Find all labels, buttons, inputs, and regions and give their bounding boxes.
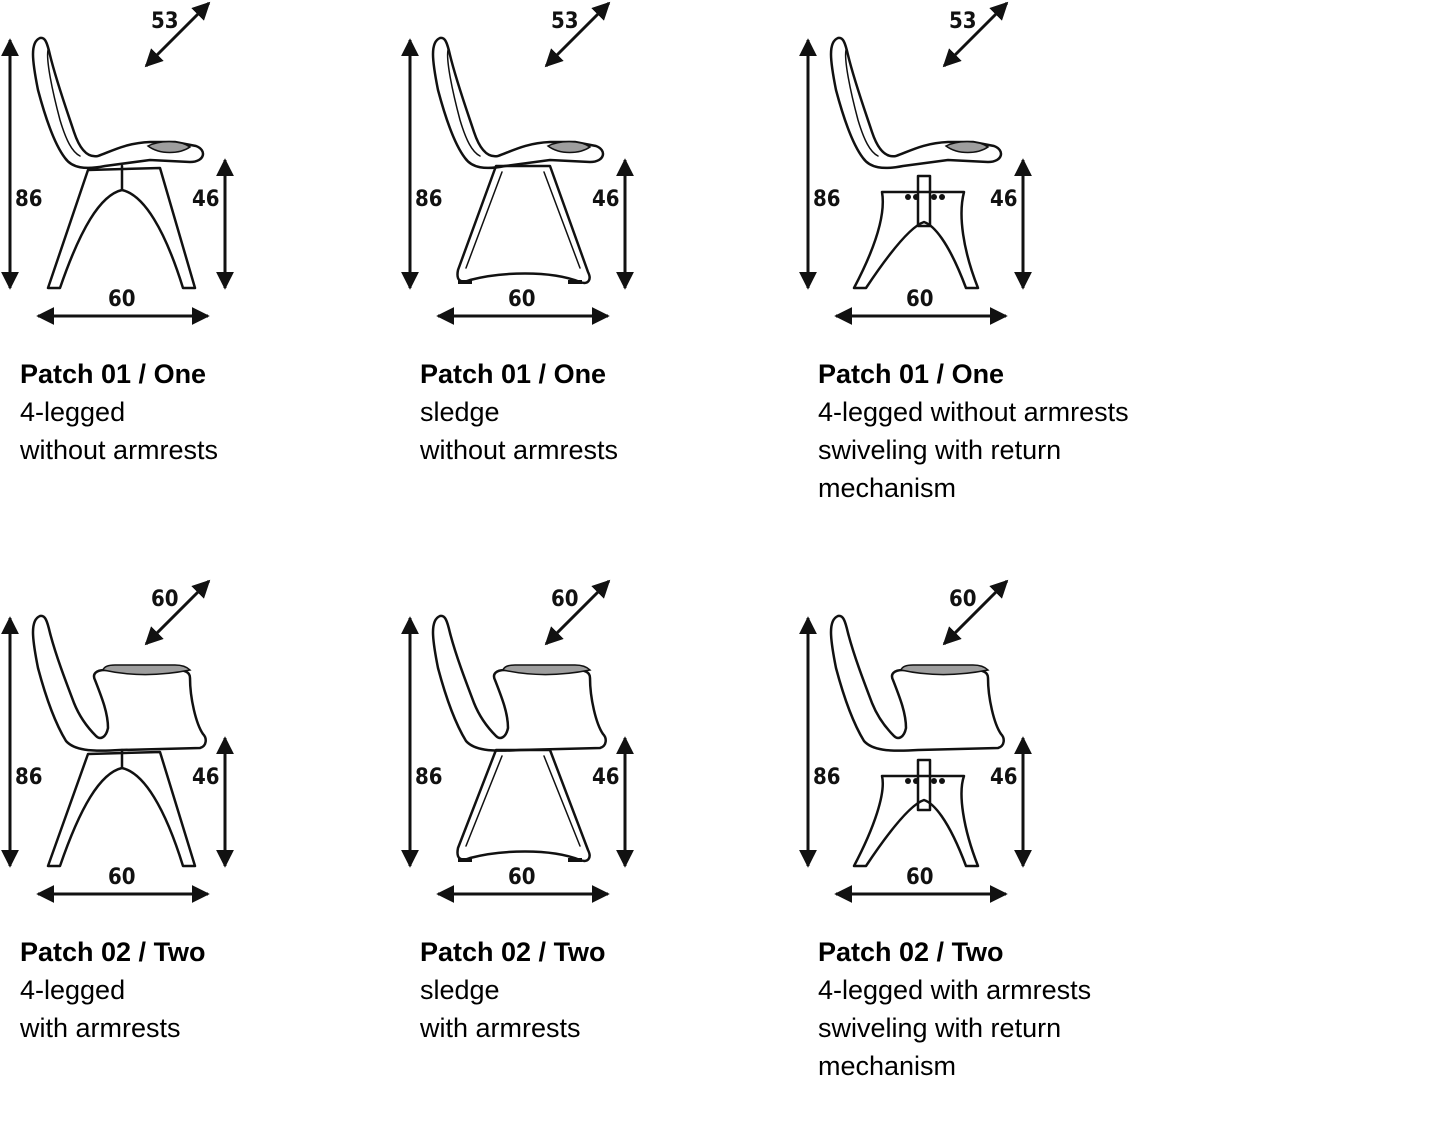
chair-outline — [433, 38, 603, 283]
variant-caption — [420, 933, 800, 1047]
height-label: 86 — [15, 765, 43, 790]
chair-variant-2 — [400, 0, 800, 545]
chair-drawing — [0, 0, 400, 340]
seat-height-label: 46 — [592, 765, 620, 790]
chair-outline — [433, 616, 606, 861]
chair-drawing — [400, 578, 800, 918]
seat-cushion — [548, 142, 590, 153]
sledge-base — [458, 750, 590, 861]
chair-drawing — [798, 0, 1198, 340]
variant-title: Patch 01 / One — [420, 359, 607, 389]
swivel-bolt — [931, 778, 937, 784]
seat-height-label: 46 — [192, 765, 220, 790]
height-label: 86 — [813, 765, 841, 790]
variant-caption — [20, 933, 400, 1047]
variant-description-line: 4-legged — [20, 397, 126, 427]
swivel-bolt — [905, 194, 911, 200]
variant-description-line: without armrests — [20, 435, 219, 465]
chair-outline — [33, 616, 206, 866]
variant-description-line: swiveling with return — [818, 1013, 1062, 1043]
seat-height-label: 46 — [990, 765, 1018, 790]
seat-height-label: 46 — [192, 187, 220, 212]
variant-title: Patch 02 / Two — [818, 937, 1004, 967]
seat-height-label: 46 — [990, 187, 1018, 212]
variant-description-line: with armrests — [20, 1013, 181, 1043]
swivel-bolt — [913, 194, 919, 200]
width-label: 60 — [508, 287, 536, 312]
variant-description-line: without armrests — [420, 435, 619, 465]
chair-shell — [33, 616, 206, 751]
depth-label: 60 — [551, 587, 579, 612]
chair-variant-4 — [0, 578, 400, 1123]
height-label: 86 — [813, 187, 841, 212]
seat-cushion — [148, 142, 190, 153]
variant-description-line: sledge — [420, 975, 500, 1005]
depth-label: 60 — [151, 587, 179, 612]
height-label: 86 — [15, 187, 43, 212]
armrest-cushion — [503, 665, 590, 675]
swivel-base — [854, 776, 978, 866]
height-label: 86 — [415, 187, 443, 212]
variant-description-line: sledge — [420, 397, 500, 427]
swivel-bolt — [939, 194, 945, 200]
variant-description-line: mechanism — [818, 473, 957, 503]
width-label: 60 — [108, 865, 136, 890]
chair-drawing — [798, 578, 1198, 918]
width-label: 60 — [906, 287, 934, 312]
sledge-foot-back — [568, 280, 582, 284]
armrest-cushion — [901, 665, 988, 675]
seat-height-label: 46 — [592, 187, 620, 212]
depth-label: 53 — [949, 9, 977, 34]
chair-outline — [831, 38, 1001, 288]
chair-shell — [433, 616, 606, 751]
swivel-bolt — [931, 194, 937, 200]
variant-title: Patch 01 / One — [818, 359, 1005, 389]
seat-cushion — [946, 142, 988, 153]
chair-variant-1 — [0, 0, 400, 545]
armrest-cushion — [103, 665, 190, 675]
chair-drawing — [400, 0, 800, 340]
swivel-bolt — [913, 778, 919, 784]
sledge-inner-line — [466, 172, 580, 268]
variant-description-line: with armrests — [420, 1013, 581, 1043]
sledge-inner-line — [466, 756, 580, 846]
chair-variant-5 — [400, 578, 800, 1123]
width-label: 60 — [108, 287, 136, 312]
chair-shell — [831, 616, 1004, 751]
sledge-foot-front — [458, 858, 472, 862]
variant-description-line: mechanism — [818, 1051, 957, 1081]
variant-caption — [420, 355, 800, 469]
variant-description-line: 4-legged without armrests — [818, 397, 1129, 427]
chair-drawing — [0, 578, 400, 918]
chair-variant-6 — [798, 578, 1198, 1123]
variant-description-line: 4-legged with armrests — [818, 975, 1092, 1005]
variant-title: Patch 01 / One — [20, 359, 207, 389]
swivel-column — [918, 176, 930, 226]
variant-title: Patch 02 / Two — [420, 937, 606, 967]
sledge-base — [458, 166, 590, 283]
depth-label: 53 — [151, 9, 179, 34]
swivel-bolt — [939, 778, 945, 784]
swivel-bolt — [905, 778, 911, 784]
variant-caption — [20, 355, 400, 469]
sledge-foot-front — [458, 280, 472, 284]
height-label: 86 — [415, 765, 443, 790]
depth-label: 60 — [949, 587, 977, 612]
variant-caption — [818, 933, 1198, 1085]
width-label: 60 — [906, 865, 934, 890]
chair-outline — [33, 38, 203, 288]
depth-label: 53 — [551, 9, 579, 34]
chair-outline — [831, 616, 1004, 866]
width-label: 60 — [508, 865, 536, 890]
variant-description-line: swiveling with return — [818, 435, 1062, 465]
swivel-base — [854, 192, 978, 288]
variant-title: Patch 02 / Two — [20, 937, 206, 967]
chair-variant-3 — [798, 0, 1198, 545]
sledge-foot-back — [568, 858, 582, 862]
variant-caption — [818, 355, 1198, 507]
variant-description-line: 4-legged — [20, 975, 126, 1005]
